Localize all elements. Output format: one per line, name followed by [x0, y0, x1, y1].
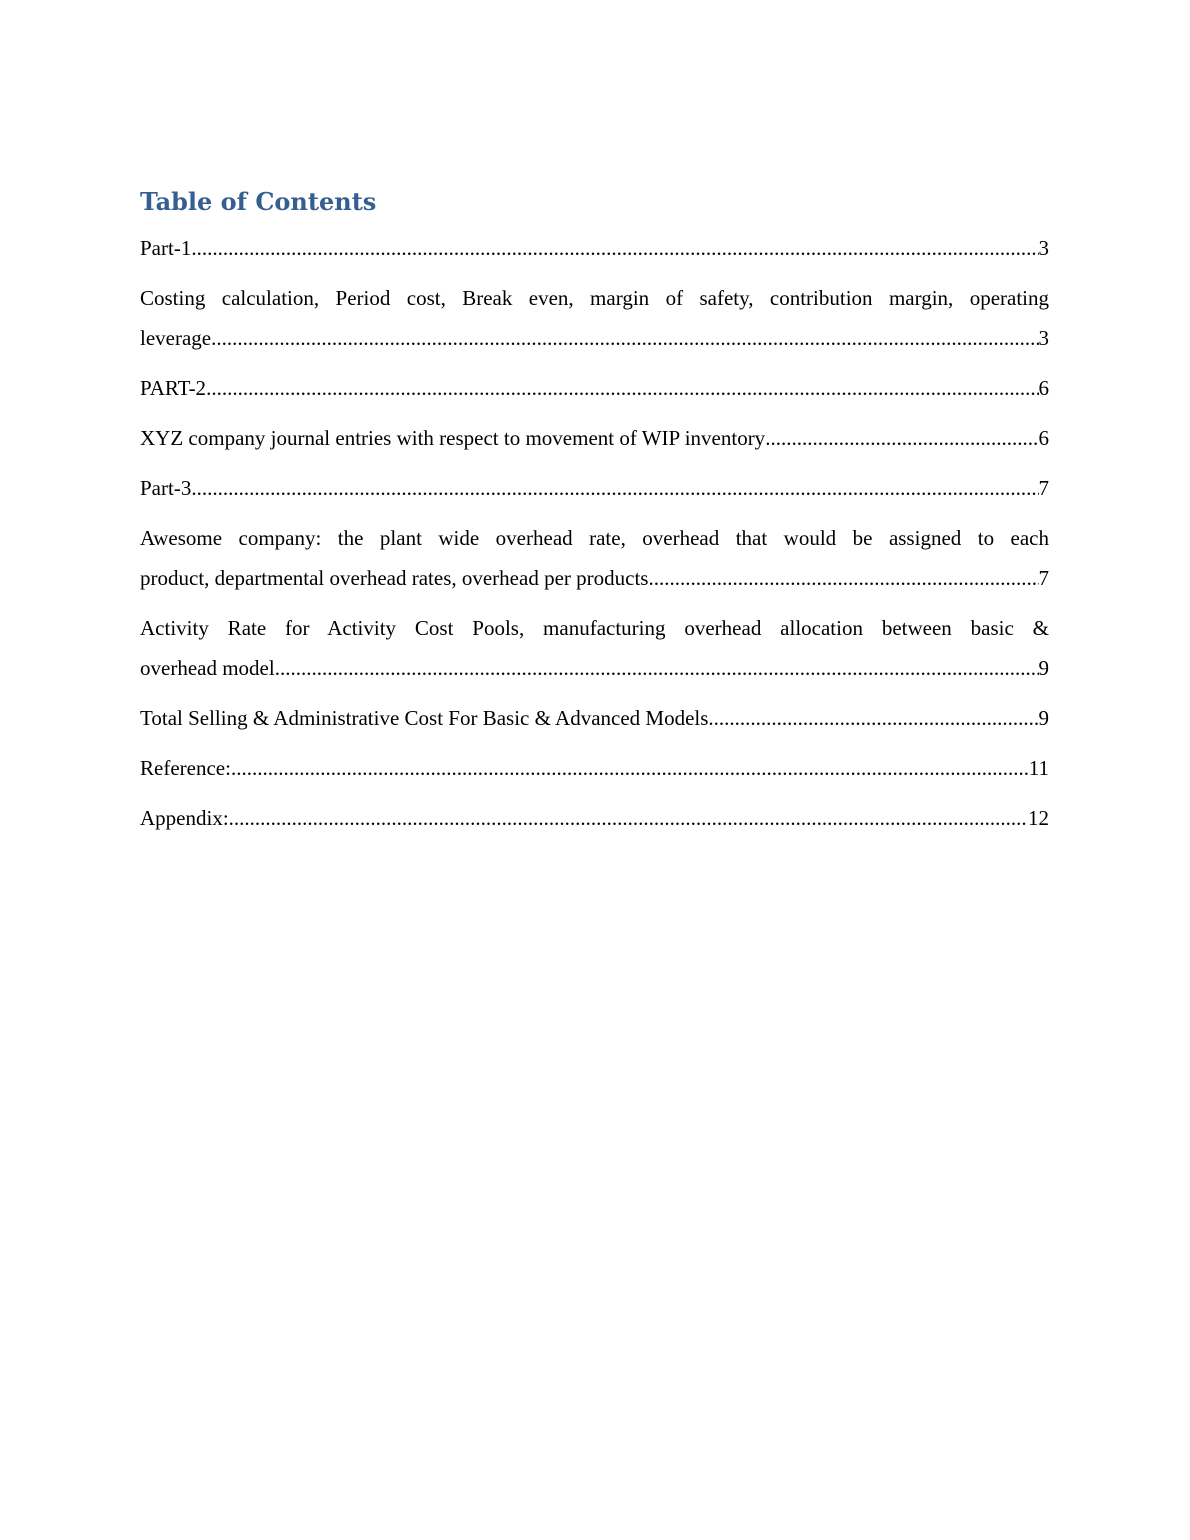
toc-entry-text-first-line: Awesome company: the plant wide overhead rate, overhead that would be assigned to each	[140, 526, 1049, 550]
toc-page-number: 3	[1038, 326, 1049, 350]
toc-entry-reference[interactable]	[140, 748, 1049, 788]
toc-entry-line	[140, 368, 1049, 408]
toc-entry-text: Reference:	[140, 756, 231, 780]
toc-page-number: 12	[1028, 806, 1049, 830]
toc-leader-dots	[191, 228, 1038, 268]
toc-entry-line	[140, 468, 1049, 508]
toc-entry-text: Part-3	[140, 476, 192, 500]
toc-page-number: 3	[1038, 236, 1049, 260]
toc-entry-text: product, departmental overhead rates, overhead per products	[140, 566, 649, 590]
toc-leader-dots	[231, 748, 1029, 788]
toc-leader-dots	[275, 648, 1039, 688]
toc-entry-line	[140, 318, 1049, 358]
toc-entry-activity-rate[interactable]	[140, 608, 1049, 688]
toc-entry-text: Appendix:	[140, 806, 229, 830]
toc-leader-dots	[206, 368, 1038, 408]
toc-entry-text: XYZ company journal entries with respect to movement of WIP inventory	[140, 426, 766, 450]
toc-entry-line	[140, 698, 1049, 738]
toc-entry-text: Total Selling & Administrative Cost For Basic & Advanced Models	[140, 706, 709, 730]
toc-page-number: 11	[1028, 756, 1049, 780]
toc-entry-part-3[interactable]	[140, 468, 1049, 508]
toc-page-number: 7	[1038, 566, 1049, 590]
toc-leader-dots	[211, 318, 1038, 358]
toc-entry-text-first-line: Costing calculation, Period cost, Break even, margin of safety, contribution margin, operating	[140, 286, 1049, 310]
toc-entry-xyz-company[interactable]	[140, 418, 1049, 458]
toc-entry-costing-calculation[interactable]	[140, 278, 1049, 358]
toc-title: Table of Contents	[140, 187, 377, 216]
toc-page-number: 6	[1038, 426, 1049, 450]
toc-entry-text: Part-1	[140, 236, 192, 260]
toc-entry-line	[140, 798, 1049, 838]
toc-entry-part-1[interactable]	[140, 228, 1049, 268]
toc-entry-text: PART-2	[140, 376, 207, 400]
document-page	[140, 182, 1049, 848]
toc-entry-text-first-line: Activity Rate for Activity Cost Pools, manufacturing overhead allocation between basic &	[140, 616, 1049, 640]
toc-entry-text: overhead model	[140, 656, 275, 680]
toc-leader-dots	[765, 418, 1038, 458]
toc-page-number: 7	[1038, 476, 1049, 500]
toc-page-number: 6	[1038, 376, 1049, 400]
toc-entry-line	[140, 228, 1049, 268]
toc-entry-line	[140, 748, 1049, 788]
toc-entry-part-2[interactable]	[140, 368, 1049, 408]
toc-leader-dots	[708, 698, 1038, 738]
toc-entry-total-selling[interactable]	[140, 698, 1049, 738]
toc-entry-line	[140, 648, 1049, 688]
toc-entry-text: leverage	[140, 326, 212, 350]
toc-leader-dots	[229, 798, 1028, 838]
toc-page-number: 9	[1038, 656, 1049, 680]
toc-entry-line	[140, 418, 1049, 458]
toc-leader-dots	[648, 558, 1038, 598]
toc-entry-appendix[interactable]	[140, 798, 1049, 838]
toc-entry-line	[140, 558, 1049, 598]
toc-page-number: 9	[1038, 706, 1049, 730]
toc-entry-awesome-company[interactable]	[140, 518, 1049, 598]
toc-leader-dots	[191, 468, 1038, 508]
